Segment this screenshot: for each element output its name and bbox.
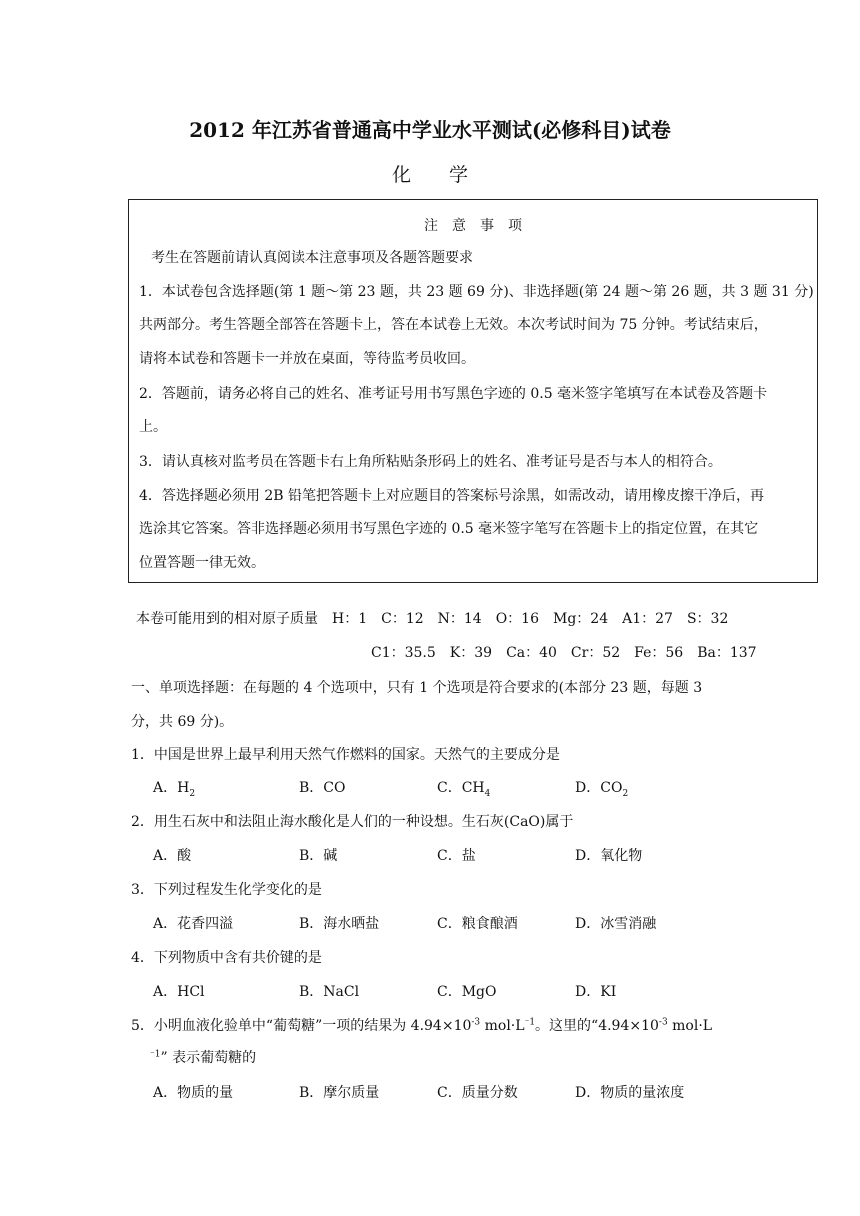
question-3-option-d[interactable] — [575, 913, 656, 933]
question-2-stem: 2．用生石灰中和法阻止海水酸化是人们的一种设想。生石灰(CaO)属于 — [131, 814, 574, 830]
question-3-option-a[interactable] — [153, 913, 233, 933]
question-2-option-b[interactable] — [299, 845, 337, 865]
option-label: C． — [437, 780, 462, 796]
notice-box — [128, 199, 818, 583]
stem-superscript: -3 — [658, 1017, 668, 1028]
question-1-option-d[interactable] — [575, 777, 628, 799]
option-subscript: 4 — [484, 788, 491, 799]
question-2-option-d[interactable] — [575, 845, 642, 865]
question-4-option-c[interactable] — [437, 981, 497, 1001]
section-1-heading-line-2: 分，共 69 分)。 — [131, 714, 234, 730]
question-5-option-a[interactable] — [153, 1082, 233, 1102]
option-label: B． — [299, 1085, 324, 1101]
stem-superscript: -3 — [471, 1017, 481, 1028]
option-text: 粮食酿酒 — [461, 916, 518, 932]
question-3-option-c[interactable] — [437, 913, 518, 933]
question-5-stem-line-1 — [131, 1015, 712, 1035]
question-4-option-a[interactable] — [153, 981, 205, 1001]
option-text: H — [177, 780, 190, 796]
option-label: B． — [299, 916, 324, 932]
notice-item-1-line-3: 请将本试卷和答题卡一并放在桌面，等待监考员收回。 — [139, 351, 475, 367]
stem-superscript: ⁻1 — [524, 1017, 536, 1028]
option-label: D． — [575, 1085, 601, 1101]
notice-item-2-line-1: 2．答题前，请务必将自己的姓名、准考证号用书写黑色字迹的 0.5 毫米签字笔填写在本试卷及答题卡 — [139, 386, 768, 402]
option-label: D． — [575, 848, 601, 864]
option-label: D． — [575, 916, 601, 932]
notice-item-4-line-2: 选涂其它答案。答非选择题必须用书写黑色字迹的 0.5 毫米签字笔写在答题卡上的指定位置，在其它 — [139, 521, 759, 537]
stem-superscript: ⁻1 — [150, 1049, 161, 1060]
atomic-mass-line-1: 本卷可能用到的相对原子质量 H：1 C：12 N：14 O：16 Mg：24 A1：27 S：32 — [136, 611, 729, 627]
notice-heading: 注 意 事 项 — [424, 218, 522, 234]
option-text: 盐 — [461, 848, 476, 864]
option-label: C． — [437, 984, 462, 1000]
option-text: CO — [323, 780, 346, 796]
option-label: A． — [153, 848, 178, 864]
option-text: 花香四溢 — [177, 916, 234, 932]
question-2-option-a[interactable] — [153, 845, 191, 865]
notice-item-1-line-1: 1．本试卷包含选择题(第 1 题～第 23 题，共 23 题 69 分)、非选择题(第 24 题～第 26 题，共 3 题 31 分) — [139, 284, 814, 300]
question-1-option-a[interactable] — [153, 777, 195, 799]
section-1-heading-line-1: 一、单项选择题：在每题的 4 个选项中，只有 1 个选项是符合要求的(本部分 23 题，每题 3 — [131, 680, 703, 696]
notice-item-4-line-3: 位置答题一律无效。 — [139, 555, 265, 571]
option-text: KI — [600, 984, 617, 1000]
question-2-option-c[interactable] — [437, 845, 476, 865]
exam-title: 2012 年江苏省普通高中学业水平测试(必修科目)试卷 — [189, 118, 671, 142]
stem-text: mol·L — [484, 1018, 525, 1034]
option-text: 物质的量 — [177, 1085, 234, 1101]
option-label: C． — [437, 916, 462, 932]
notice-item-2-line-2: 上。 — [139, 419, 167, 435]
option-label: A． — [153, 984, 178, 1000]
question-4-stem: 4．下列物质中含有共价键的是 — [131, 950, 322, 966]
stem-text: ” 表示葡萄糖的 — [160, 1050, 257, 1066]
option-label: D． — [575, 780, 601, 796]
option-text: 物质的量浓度 — [600, 1085, 685, 1101]
option-text: 酸 — [177, 848, 192, 864]
question-1-option-b[interactable] — [299, 777, 346, 797]
option-label: B． — [299, 848, 324, 864]
question-5-option-d[interactable] — [575, 1082, 684, 1102]
option-label: A． — [153, 1085, 178, 1101]
stem-text: 。这里的“4.94×10 — [535, 1018, 659, 1034]
option-text: 冰雪消融 — [600, 916, 657, 932]
option-text: 摩尔质量 — [323, 1085, 380, 1101]
question-4-option-d[interactable] — [575, 981, 616, 1001]
question-5-option-c[interactable] — [437, 1082, 518, 1102]
option-label: B． — [299, 984, 324, 1000]
option-text: 质量分数 — [461, 1085, 518, 1101]
option-label: D． — [575, 984, 601, 1000]
question-3-stem: 3．下列过程发生化学变化的是 — [131, 882, 322, 898]
question-1-option-c[interactable] — [437, 777, 490, 799]
option-label: C． — [437, 848, 462, 864]
question-5-option-b[interactable] — [299, 1082, 379, 1102]
option-subscript: 2 — [622, 788, 629, 799]
option-subscript: 2 — [189, 788, 196, 799]
question-1-stem: 1．中国是世界上最早利用天然气作燃料的国家。天然气的主要成分是 — [131, 747, 560, 763]
option-text: CH — [461, 780, 485, 796]
option-label: B． — [299, 780, 324, 796]
option-text: NaCl — [323, 984, 360, 1000]
notice-intro: 考生在答题前请认真阅读本注意事项及各题答题要求 — [151, 250, 473, 266]
option-label: A． — [153, 780, 178, 796]
question-5-stem-line-2 — [150, 1047, 256, 1067]
option-text: HCl — [177, 984, 205, 1000]
atomic-mass-line-2: C1：35.5 K：39 Ca：40 Cr：52 Fe：56 Ba：137 — [371, 645, 757, 661]
option-text: 海水晒盐 — [323, 916, 380, 932]
notice-item-4-line-1: 4．答选择题必须用 2B 铅笔把答题卡上对应题目的答案标号涂黑，如需改动，请用橡皮擦干净后，再 — [139, 488, 765, 504]
question-4-option-b[interactable] — [299, 981, 359, 1001]
notice-item-1-line-2: 共两部分。考生答题全部答在答题卡上，答在本试卷上无效。本次考试时间为 75 分钟。考试结束后， — [139, 317, 768, 333]
option-text: CO — [600, 780, 623, 796]
option-text: MgO — [461, 984, 497, 1000]
stem-text: mol·L — [672, 1018, 713, 1034]
option-text: 氧化物 — [600, 848, 643, 864]
option-label: C． — [437, 1085, 462, 1101]
subject-heading: 化 学 — [391, 164, 468, 186]
question-3-option-b[interactable] — [299, 913, 379, 933]
option-text: 碱 — [323, 848, 338, 864]
option-label: A． — [153, 916, 178, 932]
stem-text: 5．小明血液化验单中“葡萄糖”一项的结果为 4.94×10 — [131, 1018, 472, 1034]
notice-item-3-line-1: 3．请认真核对监考员在答题卡右上角所粘贴条形码上的姓名、准考证号是否与本人的相符合。 — [139, 454, 722, 470]
